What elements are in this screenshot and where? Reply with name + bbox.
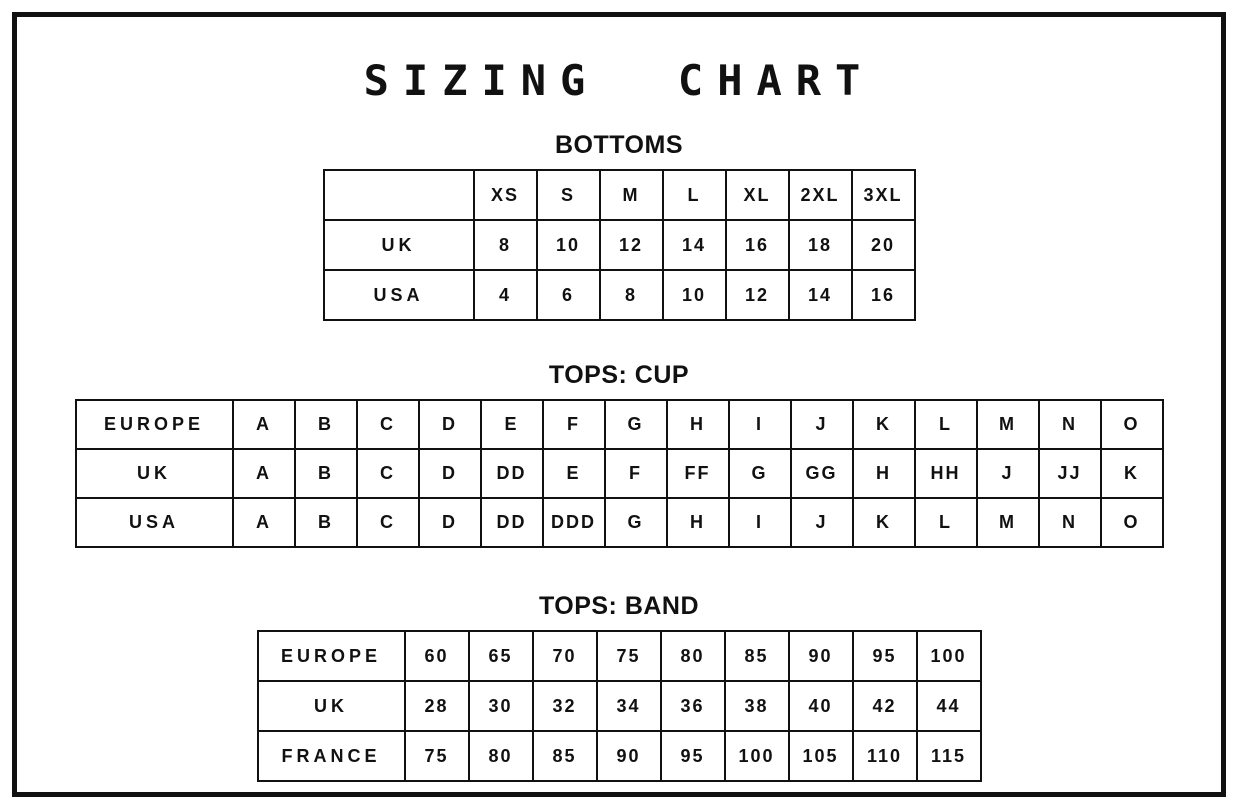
table-cell: 30: [469, 681, 533, 731]
table-cell: 42: [853, 681, 917, 731]
table-cell: 12: [600, 220, 663, 270]
row-label: FRANCE: [258, 731, 405, 781]
row-label: UK: [258, 681, 405, 731]
table-cell: D: [419, 449, 481, 498]
row-label: EUROPE: [258, 631, 405, 681]
table-cell: 36: [661, 681, 725, 731]
table-cell: HH: [915, 449, 977, 498]
table-cell: D: [419, 498, 481, 547]
table-cell: G: [729, 449, 791, 498]
table-cell: 4: [474, 270, 537, 320]
table-cell: C: [357, 498, 419, 547]
column-header: S: [537, 170, 600, 220]
table-row: [76, 449, 1163, 498]
table-cell: 44: [917, 681, 981, 731]
table-row: [324, 220, 915, 270]
table-cell: 32: [533, 681, 597, 731]
table-cell: M: [977, 400, 1039, 449]
table-cell: G: [605, 400, 667, 449]
table-wrap-tops-band: [60, 630, 1178, 782]
table-tops-band: [257, 630, 982, 782]
table-cell: O: [1101, 498, 1163, 547]
table-cell: DD: [481, 449, 543, 498]
table-cell: 70: [533, 631, 597, 681]
table-cell: D: [419, 400, 481, 449]
table-cell: JJ: [1039, 449, 1101, 498]
table-cell: 100: [725, 731, 789, 781]
table-cell: H: [667, 498, 729, 547]
table-cell: I: [729, 498, 791, 547]
table-cell: 85: [725, 631, 789, 681]
row-label: USA: [324, 270, 474, 320]
table-cell: 65: [469, 631, 533, 681]
table-cell: N: [1039, 498, 1101, 547]
table-wrap-tops-cup: [60, 399, 1178, 548]
table-cell: 14: [789, 270, 852, 320]
row-label: USA: [76, 498, 233, 547]
table-cell: 95: [661, 731, 725, 781]
table-cell: 105: [789, 731, 853, 781]
table-row: [324, 170, 915, 220]
row-label: UK: [76, 449, 233, 498]
table-cell: 110: [853, 731, 917, 781]
table-cell: K: [1101, 449, 1163, 498]
table-row: [258, 681, 981, 731]
table-cell: 18: [789, 220, 852, 270]
table-cell: 75: [597, 631, 661, 681]
table-cell: 80: [661, 631, 725, 681]
table-cell: L: [915, 400, 977, 449]
table-cell: 90: [597, 731, 661, 781]
table-cell: A: [233, 449, 295, 498]
column-header: M: [600, 170, 663, 220]
table-cell: E: [543, 449, 605, 498]
table-cell: A: [233, 400, 295, 449]
table-cell: K: [853, 400, 915, 449]
table-cell: B: [295, 449, 357, 498]
section-tops-band: [60, 592, 1178, 782]
table-cell: H: [667, 400, 729, 449]
table-cell: G: [605, 498, 667, 547]
table-cell: 80: [469, 731, 533, 781]
section-title-tops-band: TOPS: BAND: [538, 592, 700, 620]
table-row: [76, 400, 1163, 449]
table-cell: 90: [789, 631, 853, 681]
table-cell: J: [977, 449, 1039, 498]
table-bottoms: [323, 169, 916, 321]
table-cell: 38: [725, 681, 789, 731]
column-header: 2XL: [789, 170, 852, 220]
table-cell: DD: [481, 498, 543, 547]
table-cell: J: [791, 400, 853, 449]
table-cell: L: [915, 498, 977, 547]
page-title: SIZING CHART: [363, 56, 875, 105]
column-header: XL: [726, 170, 789, 220]
table-cell: 16: [726, 220, 789, 270]
table-row: [258, 631, 981, 681]
table-cell: DDD: [543, 498, 605, 547]
section-title-bottoms: BOTTOMS: [554, 131, 684, 159]
table-row: [324, 270, 915, 320]
table-cell: B: [295, 498, 357, 547]
section-tops-cup: [60, 361, 1178, 548]
row-label: [324, 170, 474, 220]
table-cell: 85: [533, 731, 597, 781]
table-cell: A: [233, 498, 295, 547]
column-header: 3XL: [852, 170, 915, 220]
section-bottoms: [60, 131, 1178, 321]
table-row: [76, 498, 1163, 547]
table-cell: 8: [474, 220, 537, 270]
table-cell: 34: [597, 681, 661, 731]
table-cell: K: [853, 498, 915, 547]
table-cell: 10: [663, 270, 726, 320]
row-label: EUROPE: [76, 400, 233, 449]
table-cell: GG: [791, 449, 853, 498]
table-cell: 100: [917, 631, 981, 681]
table-cell: E: [481, 400, 543, 449]
section-title-tops-cup: TOPS: CUP: [548, 361, 690, 389]
table-cell: B: [295, 400, 357, 449]
table-cell: F: [543, 400, 605, 449]
table-row: [258, 731, 981, 781]
table-cell: 20: [852, 220, 915, 270]
table-cell: C: [357, 449, 419, 498]
table-cell: 75: [405, 731, 469, 781]
table-cell: O: [1101, 400, 1163, 449]
table-cell: N: [1039, 400, 1101, 449]
table-tops-cup: [75, 399, 1164, 548]
table-cell: FF: [667, 449, 729, 498]
table-cell: C: [357, 400, 419, 449]
table-cell: 14: [663, 220, 726, 270]
table-cell: 10: [537, 220, 600, 270]
table-cell: 95: [853, 631, 917, 681]
row-label: UK: [324, 220, 474, 270]
table-cell: M: [977, 498, 1039, 547]
table-cell: 8: [600, 270, 663, 320]
table-cell: 16: [852, 270, 915, 320]
table-cell: 115: [917, 731, 981, 781]
table-cell: J: [791, 498, 853, 547]
table-cell: 6: [537, 270, 600, 320]
table-cell: 60: [405, 631, 469, 681]
table-cell: F: [605, 449, 667, 498]
column-header: L: [663, 170, 726, 220]
table-wrap-bottoms: [60, 169, 1178, 321]
table-cell: 28: [405, 681, 469, 731]
column-header: XS: [474, 170, 537, 220]
table-cell: H: [853, 449, 915, 498]
table-cell: I: [729, 400, 791, 449]
table-cell: 40: [789, 681, 853, 731]
table-cell: 12: [726, 270, 789, 320]
